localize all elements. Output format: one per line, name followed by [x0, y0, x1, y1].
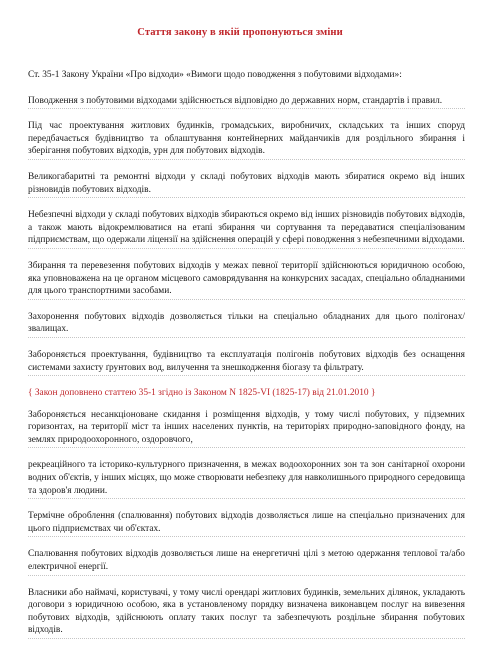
- paragraph-bulky-waste: Великогабаритні та ремонтні відходи у складі побутових відходів мають збиратися окремо від інших різновидів побутових відходів.: [28, 171, 465, 198]
- paragraph-prohibition-design: Забороняється проектування, будівництво та експлуатація полігонів побутових відходів без оснащення системами захисту ґрунтових вод, вилучення та знешкодження біогазу та фільтрату.: [28, 349, 465, 376]
- paragraph-design: Під час проектування житлових будинків, громадських, виробничих, складських та інших споруд передбачається будівництво та облаштування контейнерних майданчиків для роздільного збирання і зберігання побутових відходів, урн для побутових відходів.: [28, 120, 465, 160]
- document-body: [28, 69, 465, 650]
- paragraph-thermal-processing: Термічне оброблення (спалювання) побутових відходів дозволяється лише на спеціально призначених для цього підприємствах чи об'єктах.: [28, 510, 465, 537]
- paragraph-recreational-zones: рекреаційного та історико-культурного призначення, в межах водоохоронних зон та зон санітарної охорони водних об'єктів, у інших місцях, що може створювати небезпеку для навколишнього природного середовища та здоров'я людини.: [28, 459, 465, 499]
- paragraph-collection-transport: Збирання та перевезення побутових відходів у межах певної території здійснюються юридичною особою, яка уповноважена на це органом місцевого самоврядування на конкурсних засадах, спеціально обладнаними для цього транспортними засобами.: [28, 260, 465, 300]
- paragraph-hazardous-waste: Небезпечні відходи у складі побутових відходів збираються окремо від інших різновидів побутових відходів, а також мають відокремлюватися на етапі збирання чи сортування та передаватися спеціалізованим підприємствам, що одержали ліцензії на здійснення операцій у сфері поводження з небезпечними відходами.: [28, 209, 465, 249]
- amendment-note: { Закон доповнено статтею 35-1 згідно із Законом N 1825-VI (1825-17) від 21.01.2010 }: [28, 388, 376, 399]
- document-title: Стаття закону в якій пропонуються зміни: [137, 27, 343, 38]
- law-reference-paragraph: Ст. 35-1 Закону України «Про відходи» «Вимоги щодо поводження з побутовими відходами»:: [28, 70, 402, 80]
- paragraph-owners-contracts: Власники або наймачі, користувачі, у тому числі орендарі житлових будинків, земельних ділянок, укладають договори з юридичною особою, яка в установленому порядку визначена виконавцем послуг на вивезення побутових відходів, здійснюють оплату таких послуг та забезпечують роздільне збирання побутових відходів.: [28, 587, 465, 639]
- paragraph-landfill: Захоронення побутових відходів дозволяється тільки на спеціально обладнаних для цього полігонах/звалищах.: [28, 311, 465, 338]
- paragraph-unauthorized-dumping: Забороняється несанкціоноване скидання і розміщення відходів, у тому числі побутових, у підземних горизонтах, на території міст та інших населених пунктів, на територіях природно-заповідного фонду, на землях природоохоронного, оздоровчого,: [28, 409, 465, 449]
- paragraph-norms: Поводження з побутовими відходами здійснюється відповідно до державних норм, стандартів і правил.: [28, 95, 465, 110]
- paragraph-incineration: Спалювання побутових відходів дозволяється лише на енергетичні цілі з метою одержання теплової та/або електричної енергії.: [28, 548, 465, 575]
